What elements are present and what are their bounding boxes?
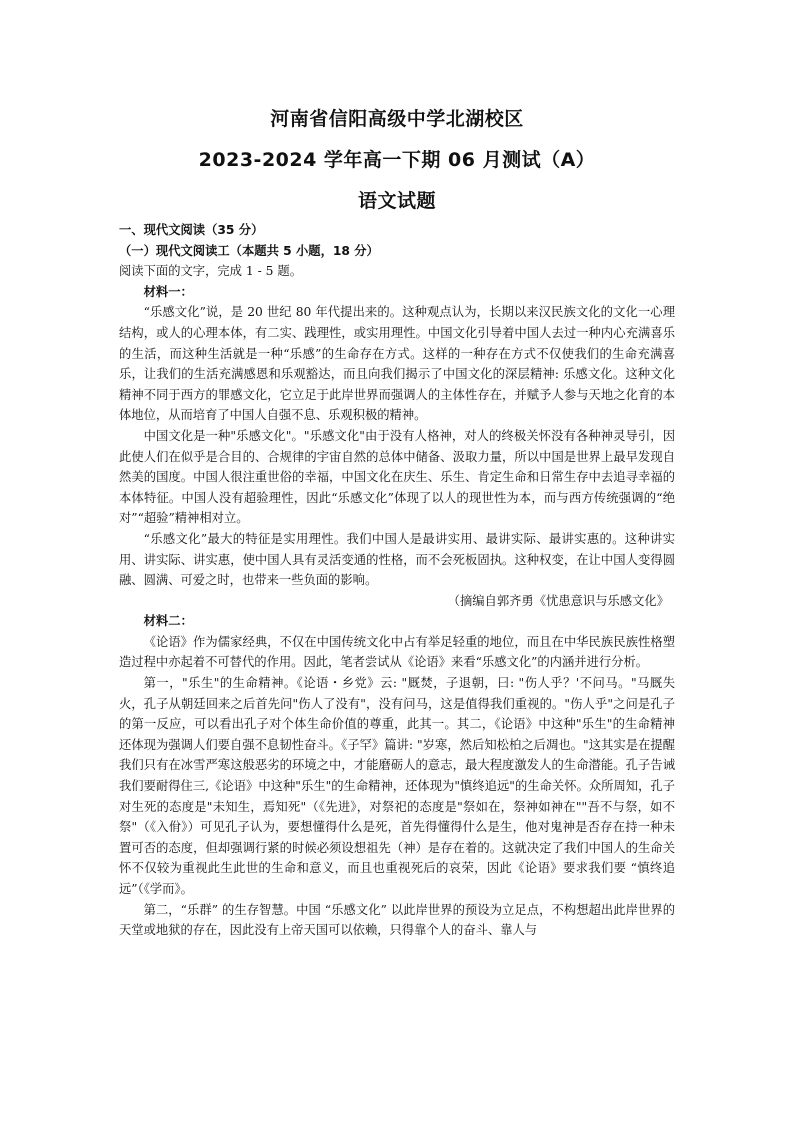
sub-section-heading: （一）现代文阅读工（本题共 5 小题，18 分） [119,243,379,258]
school-title: 河南省信阳高级中学北湖校区 [270,108,524,130]
material1-source: （摘编自郭齐勇《忧患意识与乐感文化》 [447,593,669,608]
section-heading: 一、现代文阅读（35 分） [119,223,264,237]
material2-label: 材料二： [143,614,193,629]
exam-title: 2023-2024 学年高一下期 06 月测试（A） [198,149,596,171]
subject-title: 语文试题 [357,190,436,212]
material1-label: 材料一： [143,284,193,299]
document-body [119,220,675,941]
material1-paragraph: 中国文化是一种"乐感文化"。"乐感文化"由于没有人格神，对人的终极关怀没有各种神灵导引，因此使人们在似乎是合目的、合规律的宇宙自然的总体中储备、汲取力量，所以中国是世界上最早发现自然美的国度。中国人很注重世俗的幸福，中国文化在庆生、乐生、肯定生命和日常生存中去追寻幸福的本体特征。中国人没有超验理性，因此“乐感文化”体现了以人的现世性为本，而与西方传统强调的“绝对”“超验”精神相对立。 [119,428,675,526]
material2-paragraph: 第二，“乐群” 的生存智慧。中国 “乐感文化” 以此岸世界的预设为立足点，不构想超出此岸世界的天堂或地狱的存在，因此没有上帝天国可以依赖，只得靠个人的奋斗、靠人与 [119,902,675,938]
reading-instruction: 阅读下面的文字，完成 1 - 5 题。 [119,264,303,279]
material1-paragraph: “乐感文化”最大的特征是实用理性。我们中国人是最讲实用、最讲实际、最讲实惠的。这种讲实用、讲实际、讲实惠，使中国人具有灵活变通的性格，而不会死板固执。这种权变，在让中国人变得圆融、圆满、可爱之时，也带来一些负面的影响。 [119,531,675,588]
material1-paragraph: “乐感文化”说，是 20 世纪 80 年代提出来的。这种观点认为，长期以来汉民族文化的文化一心理结构，或人的心理本体，有二实、践理性，或实用理性。中国文化引导着中国人去过一种内心充满喜乐的生活，而这种生活就是一种“乐感”的生命存在方式。这样的一种存在方式不仅使我们的生命充满喜乐，让我们的生活充满感恩和乐观豁达，而且向我们揭示了中国文化的深层精神: 乐感文化。这种文化精神不同于西方的罪感文化，它立足于此岸世界而强调人的主体性存在，并赋予人参与天地之化育的本体地位，从而培育了中国人自强不息、乐观积极的精神。 [119,305,675,423]
material2-paragraph: 《论语》作为儒家经典，不仅在中国传统文化中占有举足轻重的地位，而且在中华民族民族性格塑造过程中亦起着不可替代的作用。因此，笔者尝试从《论语》来看“乐感文化”的内涵并进行分析。 [119,634,675,670]
material2-paragraph: 第一，"乐生"的生命精神。《论语・乡党》云: "厩焚，子退朝，曰: "伤人乎？'不问马。"马厩失火，孔子从朝廷回来之后首先问"伤人了没有"，没有问马，这是值得我们重视的。"伤人乎"之问是孔子的第一反应，可以看出孔子对个体生命价值的尊重，此其一。其二，《论语》中这种"乐生"的生命精神还体现为强调人们要自强不息韧性奋斗。《子罕》篇讲: "岁寒，然后知松柏之后凋也。"这其实是在提醒我们只有在冰雪严寒这般恶劣的环境之中，才能磨砺人的意志，最大程度激发人的生命潜能。孔子告诫我们要耐得住三,《论语》中这种"乐生"的生命精神，还体现为"慎终追远"的生命关怀。众所周知，孔子对生死的态度是"未知生，焉知死"（《先进》，对祭祀的态度是"祭如在，祭神如神在""吾不与祭，如不祭"（《入佾》）可见孔子认为，要想懂得什么是死，首先得懂得什么是生，他对鬼神是否存在持一种未置可否的态度，但却强调行紧的时候必须设想祖先（神）是存在着的。这就决定了我们中国人的生命关怀不仅较为重视此生此世的生命和意义，而且也重视死后的哀荣，因此《论语》要求我们要 “慎终追远”（《学而》。 [119,676,675,896]
